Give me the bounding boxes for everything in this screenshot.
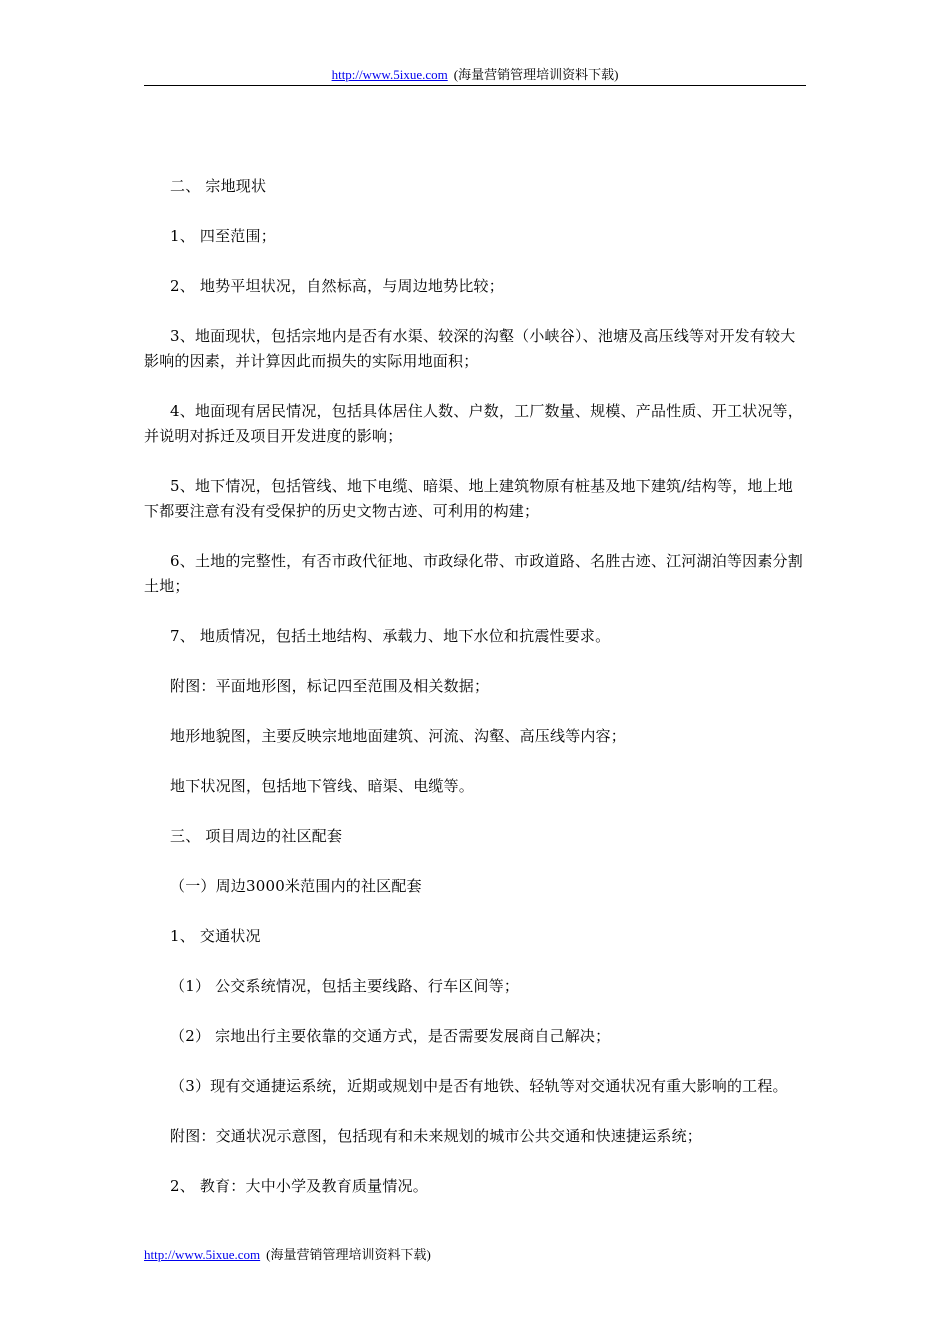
page-header [144, 66, 806, 84]
paragraph: 附图：平面地形图，标记四至范围及相关数据； [170, 677, 490, 695]
paragraph: 2、 地势平坦状况，自然标高，与周边地势比较； [170, 277, 504, 295]
paragraph: 2、 教育：大中小学及教育质量情况。 [170, 1177, 428, 1195]
paragraph: （2） 宗地出行主要依靠的交通方式，是否需要发展商自己解决； [170, 1027, 611, 1045]
header-divider [144, 85, 806, 86]
paragraph: 7、 地质情况，包括土地结构、承载力、地下水位和抗震性要求。 [170, 627, 611, 645]
paragraph: 5、地下情况，包括管线、地下电缆、暗渠、地上建筑物原有桩基及地下建筑/结构等，地上地下都要注意有没有受保护的历史文物古迹、可利用的构建； [144, 477, 794, 520]
header-note: (海量营销管理培训资料下载) [453, 67, 619, 82]
paragraph: 地形地貌图，主要反映宗地地面建筑、河流、沟壑、高压线等内容； [170, 727, 627, 745]
section-heading-2: 二、 宗地现状 [170, 177, 267, 195]
header-link[interactable]: http://www.5ixue.com [331, 67, 448, 82]
section-heading-3: 三、 项目周边的社区配套 [170, 827, 343, 845]
paragraph: 地下状况图，包括地下管线、暗渠、电缆等。 [170, 777, 475, 795]
paragraph: （1） 公交系统情况，包括主要线路、行车区间等； [170, 977, 520, 995]
document-body [144, 174, 808, 1224]
paragraph: 附图：交通状况示意图，包括现有和未来规划的城市公共交通和快速捷运系统； [170, 1127, 703, 1145]
footer-link[interactable]: http://www.5ixue.com [144, 1247, 261, 1262]
paragraph: （3）现有交通捷运系统，近期或规划中是否有地铁、轻轨等对交通状况有重大影响的工程。 [170, 1077, 788, 1095]
paragraph: 4、地面现有居民情况，包括具体居住人数、户数，工厂数量、规模、产品性质、开工状况等，并说明对拆迁及项目开发进度的影响； [144, 402, 803, 445]
paragraph: 6、土地的完整性，有否市政代征地、市政绿化带、市政道路、名胜古迹、江河湖泊等因素分割土地； [144, 552, 803, 595]
subsection-heading: （一）周边3000米范围内的社区配套 [170, 877, 422, 895]
page-footer [144, 1246, 431, 1264]
paragraph: 1、 四至范围； [170, 227, 276, 245]
paragraph: 1、 交通状况 [170, 927, 261, 945]
paragraph: 3、地面现状，包括宗地内是否有水渠、较深的沟壑（小峡谷）、池塘及高压线等对开发有较大影响的因素，并计算因此而损失的实际用地面积； [144, 327, 796, 370]
footer-note: (海量营销管理培训资料下载) [266, 1247, 431, 1262]
